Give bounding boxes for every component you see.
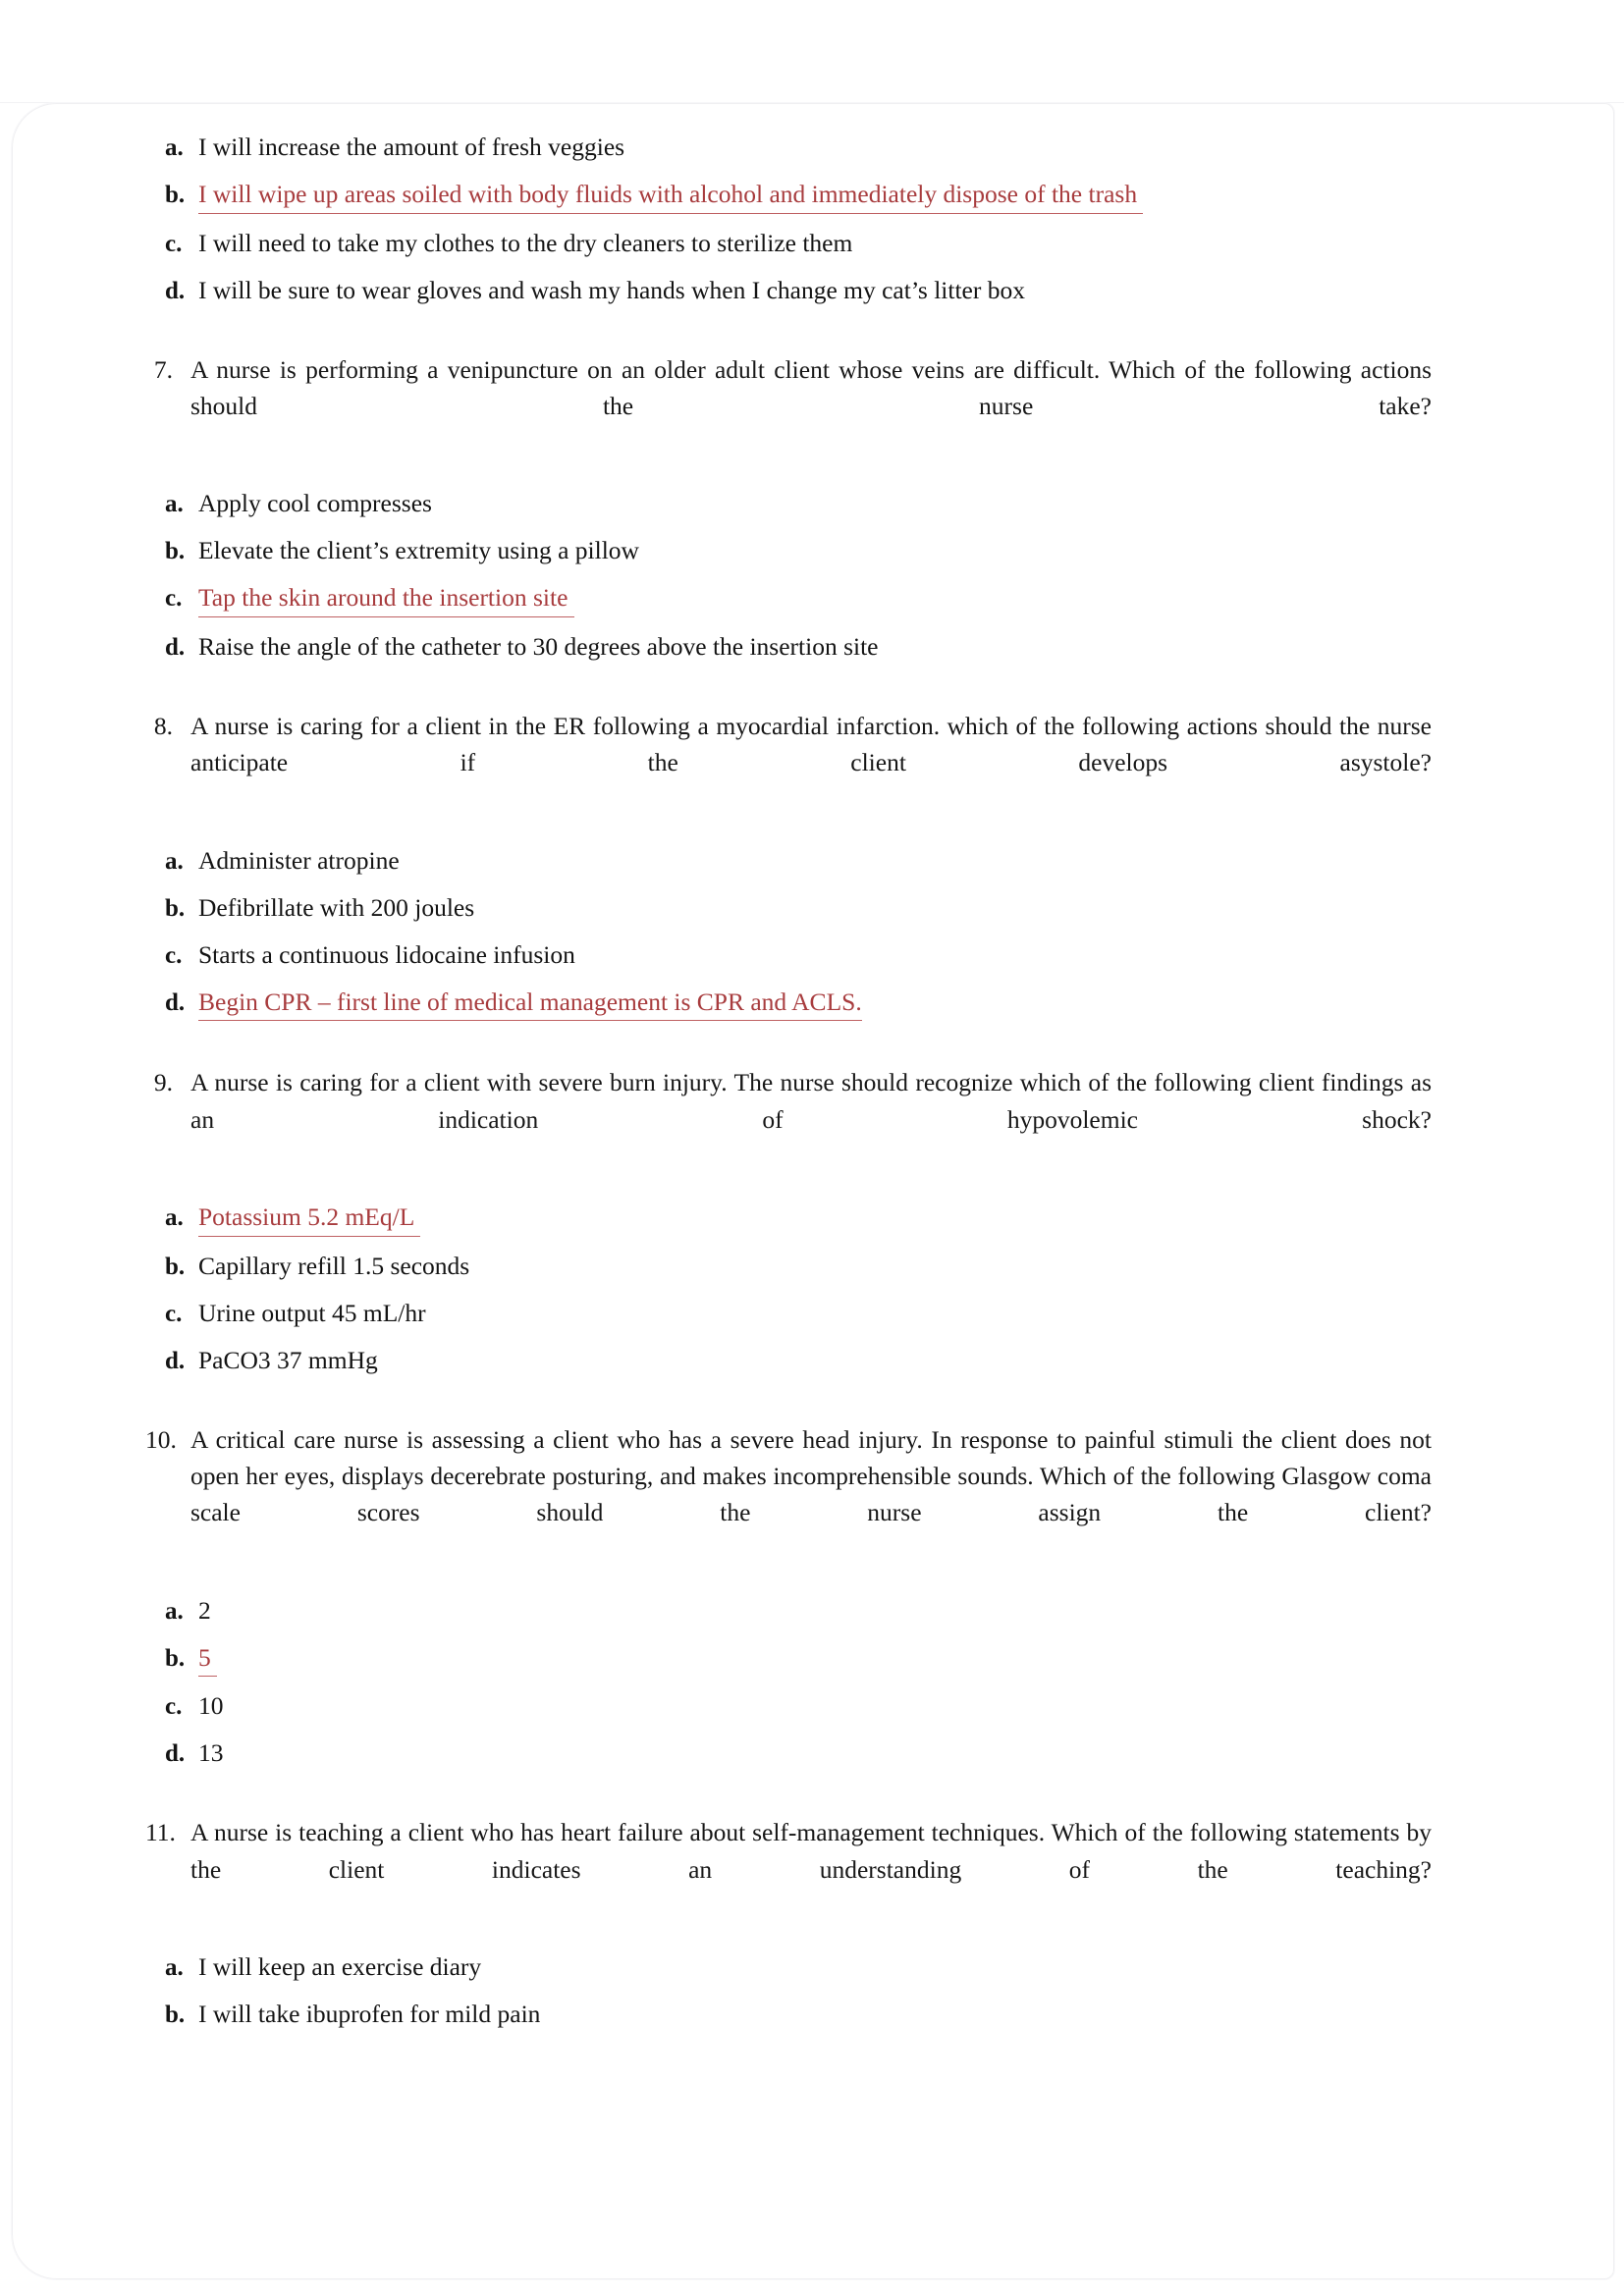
options-list: [145, 130, 1432, 308]
stem-options-spacer: [145, 818, 1432, 831]
option-item[interactable]: [145, 1949, 1432, 1985]
block-gap: [145, 1771, 1432, 1814]
question-stem: [145, 1421, 1432, 1568]
option-letter: b.: [165, 2001, 186, 2028]
question-6-options-continued: [145, 130, 1432, 308]
option-letter: c.: [165, 585, 183, 613]
option-letter: b.: [165, 182, 186, 208]
question-text: A nurse is caring for a client with severe burn injury. The nurse should recognize which of the following client findings as an indication of hypovolemic shock?: [190, 1068, 1432, 1134]
block-gap: [145, 308, 1432, 351]
question-9: [145, 1064, 1432, 1377]
option-letter: a.: [165, 1204, 184, 1232]
option-letter: b.: [165, 894, 186, 922]
option-letter: c.: [165, 1300, 183, 1327]
option-letter: b.: [165, 538, 186, 565]
options-list: [145, 486, 1432, 665]
option-text-selected-answer: Potassium 5.2 mEq/L: [198, 1200, 420, 1237]
option-text: I will need to take my clothes to the dry cleaners to sterilize them: [198, 228, 853, 257]
stem-options-spacer: [145, 1174, 1432, 1188]
question-10: [145, 1421, 1432, 1772]
question-stem: [145, 1064, 1432, 1174]
option-letter: d.: [165, 988, 186, 1016]
option-letter: a.: [165, 134, 184, 161]
option-letter: a.: [165, 847, 184, 875]
option-item[interactable]: [145, 1343, 1432, 1378]
option-item[interactable]: [145, 1593, 1432, 1629]
option-text-selected-answer: 5: [198, 1640, 217, 1678]
question-text: A critical care nurse is assessing a client who has a severe head injury. In response to painful stimuli the client does not open her eyes, displays decerebrate posturing, and makes incomprehensible sounds. Which of the following Glasgow coma scale scores should the nurse assign the client?: [190, 1424, 1432, 1527]
option-text: 2: [198, 1595, 211, 1625]
option-letter: b.: [165, 1253, 186, 1280]
option-item[interactable]: [145, 580, 1432, 617]
option-item[interactable]: [145, 937, 1432, 973]
option-text: Administer atropine: [198, 845, 400, 875]
option-text: 10: [198, 1691, 224, 1721]
option-item[interactable]: [145, 226, 1432, 261]
option-text: I will keep an exercise diary: [198, 1951, 482, 1981]
question-7: [145, 351, 1432, 665]
option-item[interactable]: [145, 486, 1432, 521]
question-number: 9.: [153, 1068, 173, 1097]
question-11: [145, 1814, 1432, 2032]
option-text: Raise the angle of the catheter to 30 degrees above the insertion site: [198, 632, 879, 662]
option-item[interactable]: [145, 629, 1432, 665]
option-letter: d.: [165, 634, 186, 662]
option-item[interactable]: [145, 1997, 1432, 2032]
block-gap: [145, 1021, 1432, 1064]
option-item[interactable]: [145, 890, 1432, 926]
question-text: A nurse is caring for a client in the ER following a myocardial infarction. which of the following actions should the nurse anticipate if the client develops asystole?: [190, 712, 1432, 777]
question-number: 11.: [145, 1818, 176, 1847]
option-item[interactable]: [145, 1688, 1432, 1724]
option-letter: c.: [165, 1693, 183, 1721]
question-number: 7.: [153, 354, 173, 384]
option-item[interactable]: [145, 273, 1432, 308]
option-text: Starts a continuous lidocaine infusion: [198, 939, 575, 969]
question-number: 8.: [153, 712, 173, 741]
option-item[interactable]: [145, 843, 1432, 879]
option-text-selected-answer: Tap the skin around the insertion site: [198, 580, 574, 617]
option-letter: c.: [165, 941, 183, 969]
option-text: PaCO3 37 mmHg: [198, 1345, 378, 1374]
option-item[interactable]: [145, 1735, 1432, 1771]
question-8: [145, 708, 1432, 1021]
options-list: [145, 843, 1432, 1022]
option-text: I will increase the amount of fresh veggies: [198, 133, 625, 161]
option-letter: a.: [165, 1597, 184, 1625]
option-letter: a.: [165, 491, 184, 518]
option-text: 13: [198, 1738, 224, 1768]
question-number: 10.: [145, 1424, 177, 1454]
options-list: [145, 1593, 1432, 1772]
option-text: Defibrillate with 200 joules: [198, 892, 475, 922]
option-text: I will be sure to wear gloves and wash my hands when I change my cat’s litter box: [198, 275, 1025, 304]
question-stem: [145, 708, 1432, 818]
option-letter: b.: [165, 1644, 186, 1672]
option-text: Urine output 45 mL/hr: [198, 1298, 426, 1327]
option-text: Apply cool compresses: [198, 489, 432, 518]
option-letter: a.: [165, 1953, 184, 1981]
option-letter: d.: [165, 1347, 186, 1374]
option-item[interactable]: [145, 177, 1432, 214]
page-top-rule: [0, 102, 1624, 103]
stem-options-spacer: [145, 1924, 1432, 1938]
option-text: Capillary refill 1.5 seconds: [198, 1251, 470, 1280]
stem-options-spacer: [145, 1568, 1432, 1581]
question-text: A nurse is performing a venipuncture on an older adult client whose veins are difficult. Which of the following actions should the nurse take?: [190, 354, 1432, 420]
document-content: [145, 118, 1432, 2032]
option-letter: c.: [165, 230, 183, 257]
option-letter: d.: [165, 277, 186, 304]
option-item[interactable]: [145, 1296, 1432, 1331]
option-item[interactable]: [145, 1200, 1432, 1237]
option-text-selected-answer: Begin CPR – first line of medical management is CPR and ACLS.: [198, 985, 862, 1022]
options-list: [145, 1200, 1432, 1378]
question-stem: [145, 351, 1432, 461]
stem-options-spacer: [145, 460, 1432, 474]
option-item[interactable]: [145, 130, 1432, 165]
option-text: Elevate the client’s extremity using a pillow: [198, 536, 639, 565]
option-letter: d.: [165, 1740, 186, 1768]
option-text: I will take ibuprofen for mild pain: [198, 1999, 541, 2028]
options-list: [145, 1949, 1432, 2032]
option-item[interactable]: [145, 1249, 1432, 1284]
question-text: A nurse is teaching a client who has heart failure about self-management techniques. Which of the following statements by the client indicates an understanding of the teaching?: [190, 1818, 1432, 1884]
option-item[interactable]: [145, 1640, 1432, 1678]
block-gap: [145, 1378, 1432, 1421]
option-text-selected-answer: I will wipe up areas soiled with body fluids with alcohol and immediately dispose of the trash: [198, 177, 1143, 214]
option-item[interactable]: [145, 985, 1432, 1022]
block-gap: [145, 665, 1432, 708]
option-item[interactable]: [145, 533, 1432, 568]
question-stem: [145, 1814, 1432, 1924]
